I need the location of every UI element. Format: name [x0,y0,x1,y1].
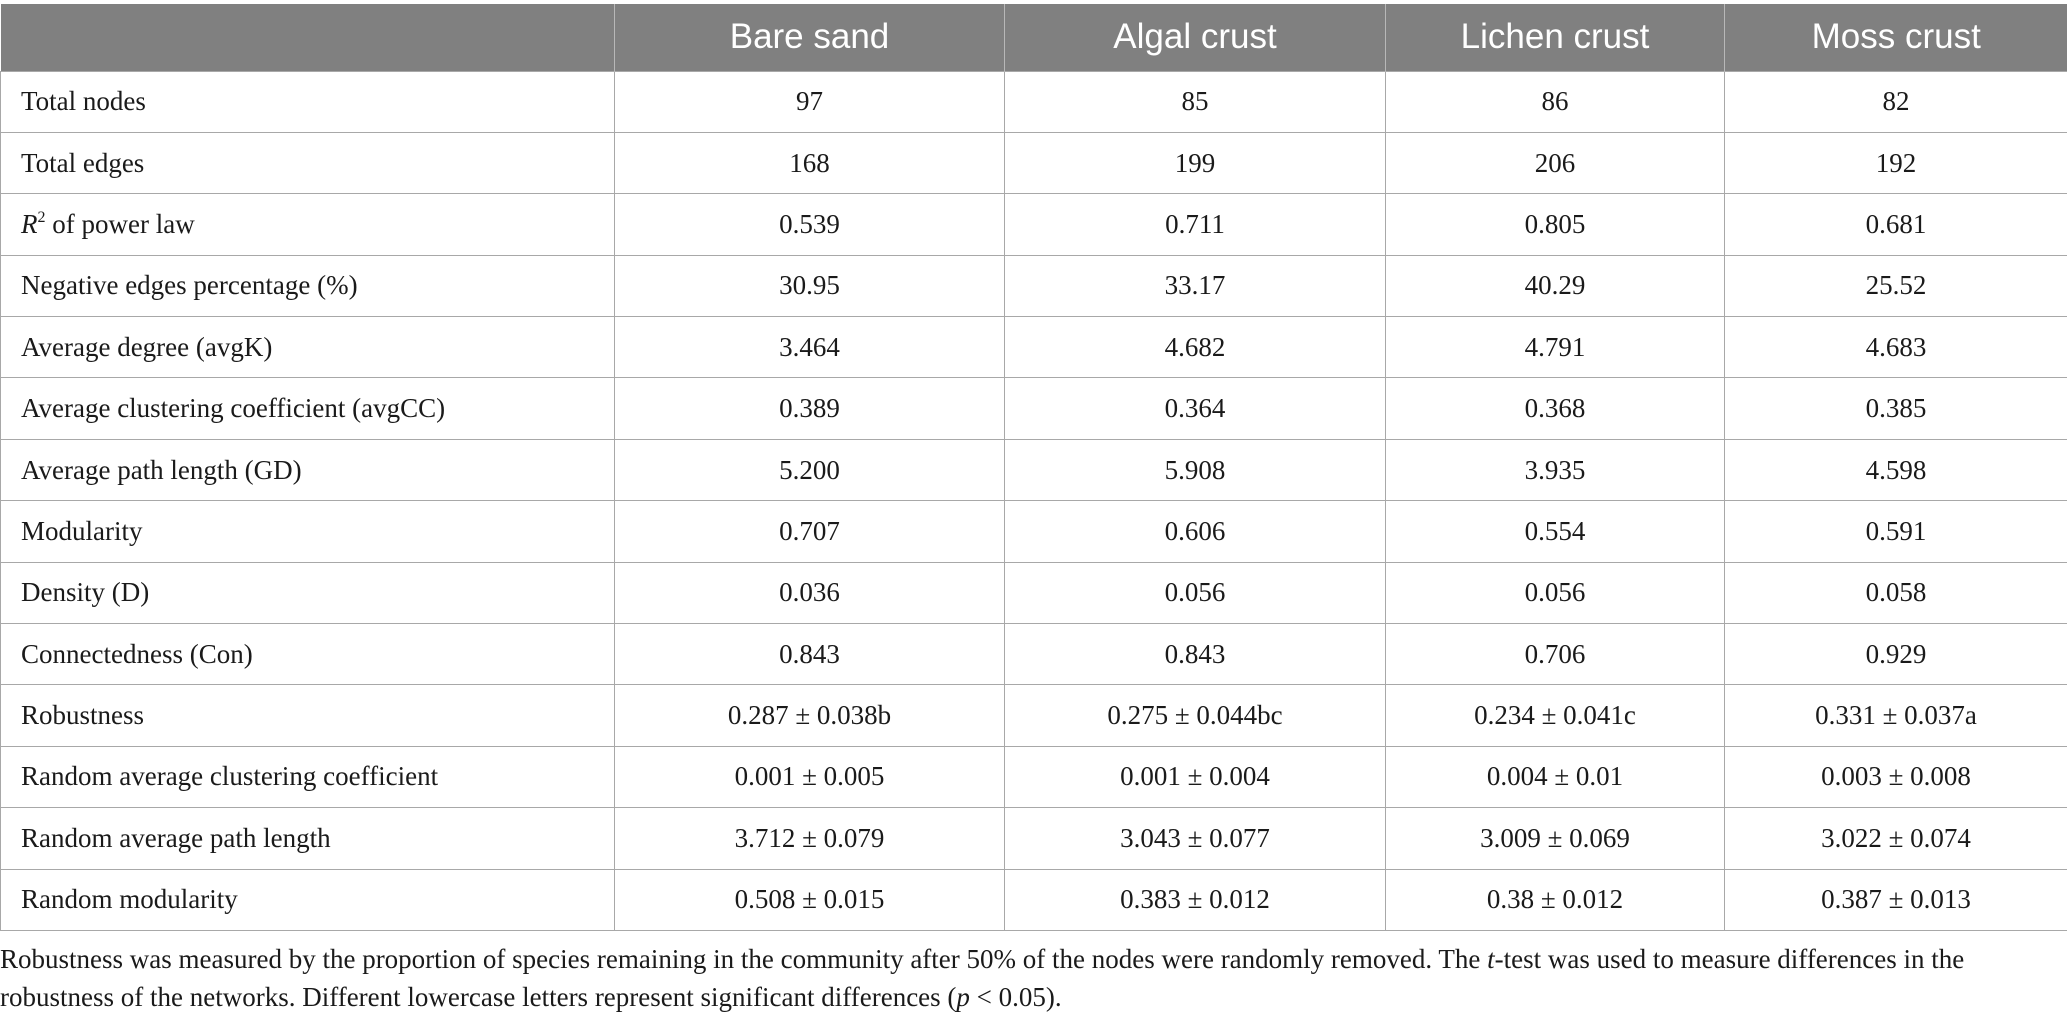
table-cell: 0.591 [1725,501,2067,562]
table-row [1,562,2067,623]
table-cell: 82 [1725,71,2067,132]
superscript-2: 2 [37,208,46,226]
table-cell: 0.681 [1725,194,2067,255]
table-cell: 0.056 [1005,562,1386,623]
table-row [1,501,2067,562]
footnote-text-2: -test was used to measure differences in the robustness of the networks. Different lowercase letters represent significant differences ( [0,944,1965,1012]
table-cell: 0.383 ± 0.012 [1005,869,1386,930]
header-corner-cell [1,4,615,71]
table-cell: 0.001 ± 0.004 [1005,746,1386,807]
row-label: Negative edges percentage (%) [1,255,615,316]
table-cell: 0.711 [1005,194,1386,255]
table-row [1,71,2067,132]
table-cell: 0.38 ± 0.012 [1386,869,1725,930]
table-row [1,439,2067,500]
table-cell: 3.712 ± 0.079 [615,808,1005,869]
table-cell: 0.003 ± 0.008 [1725,746,2067,807]
table-cell: 33.17 [1005,255,1386,316]
table-cell: 4.683 [1725,317,2067,378]
table-cell: 0.805 [1386,194,1725,255]
table-cell: 0.058 [1725,562,2067,623]
table-footnote [0,940,2067,1016]
table-cell: 4.598 [1725,439,2067,500]
table-cell: 3.464 [615,317,1005,378]
table-cell: 0.843 [1005,624,1386,685]
footnote-text-3: < 0.05). [969,982,1062,1012]
header-bare-sand: Bare sand [615,4,1005,71]
table-cell: 85 [1005,71,1386,132]
table-cell: 0.385 [1725,378,2067,439]
table-cell: 0.706 [1386,624,1725,685]
row-label: Total nodes [1,71,615,132]
table-cell: 192 [1725,132,2067,193]
row-label: Random modularity [1,869,615,930]
table-row [1,685,2067,746]
row-label: Average clustering coefficient (avgCC) [1,378,615,439]
table-cell: 0.275 ± 0.044bc [1005,685,1386,746]
header-algal-crust: Algal crust [1005,4,1386,71]
row-label-rest: of power law [45,208,195,239]
table-cell: 0.606 [1005,501,1386,562]
table-cell: 0.368 [1386,378,1725,439]
table-cell: 3.043 ± 0.077 [1005,808,1386,869]
table-cell: 25.52 [1725,255,2067,316]
table-cell: 0.554 [1386,501,1725,562]
row-label [1,194,615,255]
table-row [1,378,2067,439]
row-label: Robustness [1,685,615,746]
table-cell: 0.234 ± 0.041c [1386,685,1725,746]
table-cell: 97 [615,71,1005,132]
table-row [1,132,2067,193]
row-label: Random average path length [1,808,615,869]
row-label: Connectedness (Con) [1,624,615,685]
table-cell: 40.29 [1386,255,1725,316]
table-cell: 0.056 [1386,562,1725,623]
table-cell: 0.036 [615,562,1005,623]
table-row [1,194,2067,255]
network-properties-table [0,4,2067,931]
table-row [1,746,2067,807]
table-cell: 0.331 ± 0.037a [1725,685,2067,746]
table-cell: 0.929 [1725,624,2067,685]
table-cell: 0.004 ± 0.01 [1386,746,1725,807]
table-cell: 3.935 [1386,439,1725,500]
table-cell: 0.707 [615,501,1005,562]
table-cell: 4.682 [1005,317,1386,378]
row-label: Density (D) [1,562,615,623]
table-cell: 3.009 ± 0.069 [1386,808,1725,869]
r-symbol: R [21,208,38,239]
table-cell: 0.001 ± 0.005 [615,746,1005,807]
row-label: Modularity [1,501,615,562]
footnote-t-symbol: t [1487,944,1495,974]
table-cell: 86 [1386,71,1725,132]
table-cell: 0.508 ± 0.015 [615,869,1005,930]
row-label: Total edges [1,132,615,193]
table-cell: 0.364 [1005,378,1386,439]
table-cell: 5.908 [1005,439,1386,500]
table-cell: 4.791 [1386,317,1725,378]
table-row [1,869,2067,930]
header-lichen-crust: Lichen crust [1386,4,1725,71]
table-row [1,808,2067,869]
header-moss-crust: Moss crust [1811,17,1981,57]
footnote-text-1: Robustness was measured by the proportion of species remaining in the community after 50% of the nodes were randomly removed. The [0,944,1488,974]
table-cell: 199 [1005,132,1386,193]
table-cell: 206 [1386,132,1725,193]
table-row [1,317,2067,378]
table-row [1,255,2067,316]
table-cell: 5.200 [615,439,1005,500]
table-row [1,624,2067,685]
footnote-p-symbol: p [956,982,970,1012]
table-cell: 168 [615,132,1005,193]
table-cell: 0.843 [615,624,1005,685]
table-cell: 0.389 [615,378,1005,439]
table-cell: 0.387 ± 0.013 [1725,869,2067,930]
row-label: Random average clustering coefficient [1,746,615,807]
row-label: Average degree (avgK) [1,317,615,378]
table-cell: 0.539 [615,194,1005,255]
table-container [0,4,2067,931]
table-cell: 3.022 ± 0.074 [1725,808,2067,869]
table-header-row [1,4,2067,71]
table-cell: 0.287 ± 0.038b [615,685,1005,746]
row-label: Average path length (GD) [1,439,615,500]
table-cell: 30.95 [615,255,1005,316]
